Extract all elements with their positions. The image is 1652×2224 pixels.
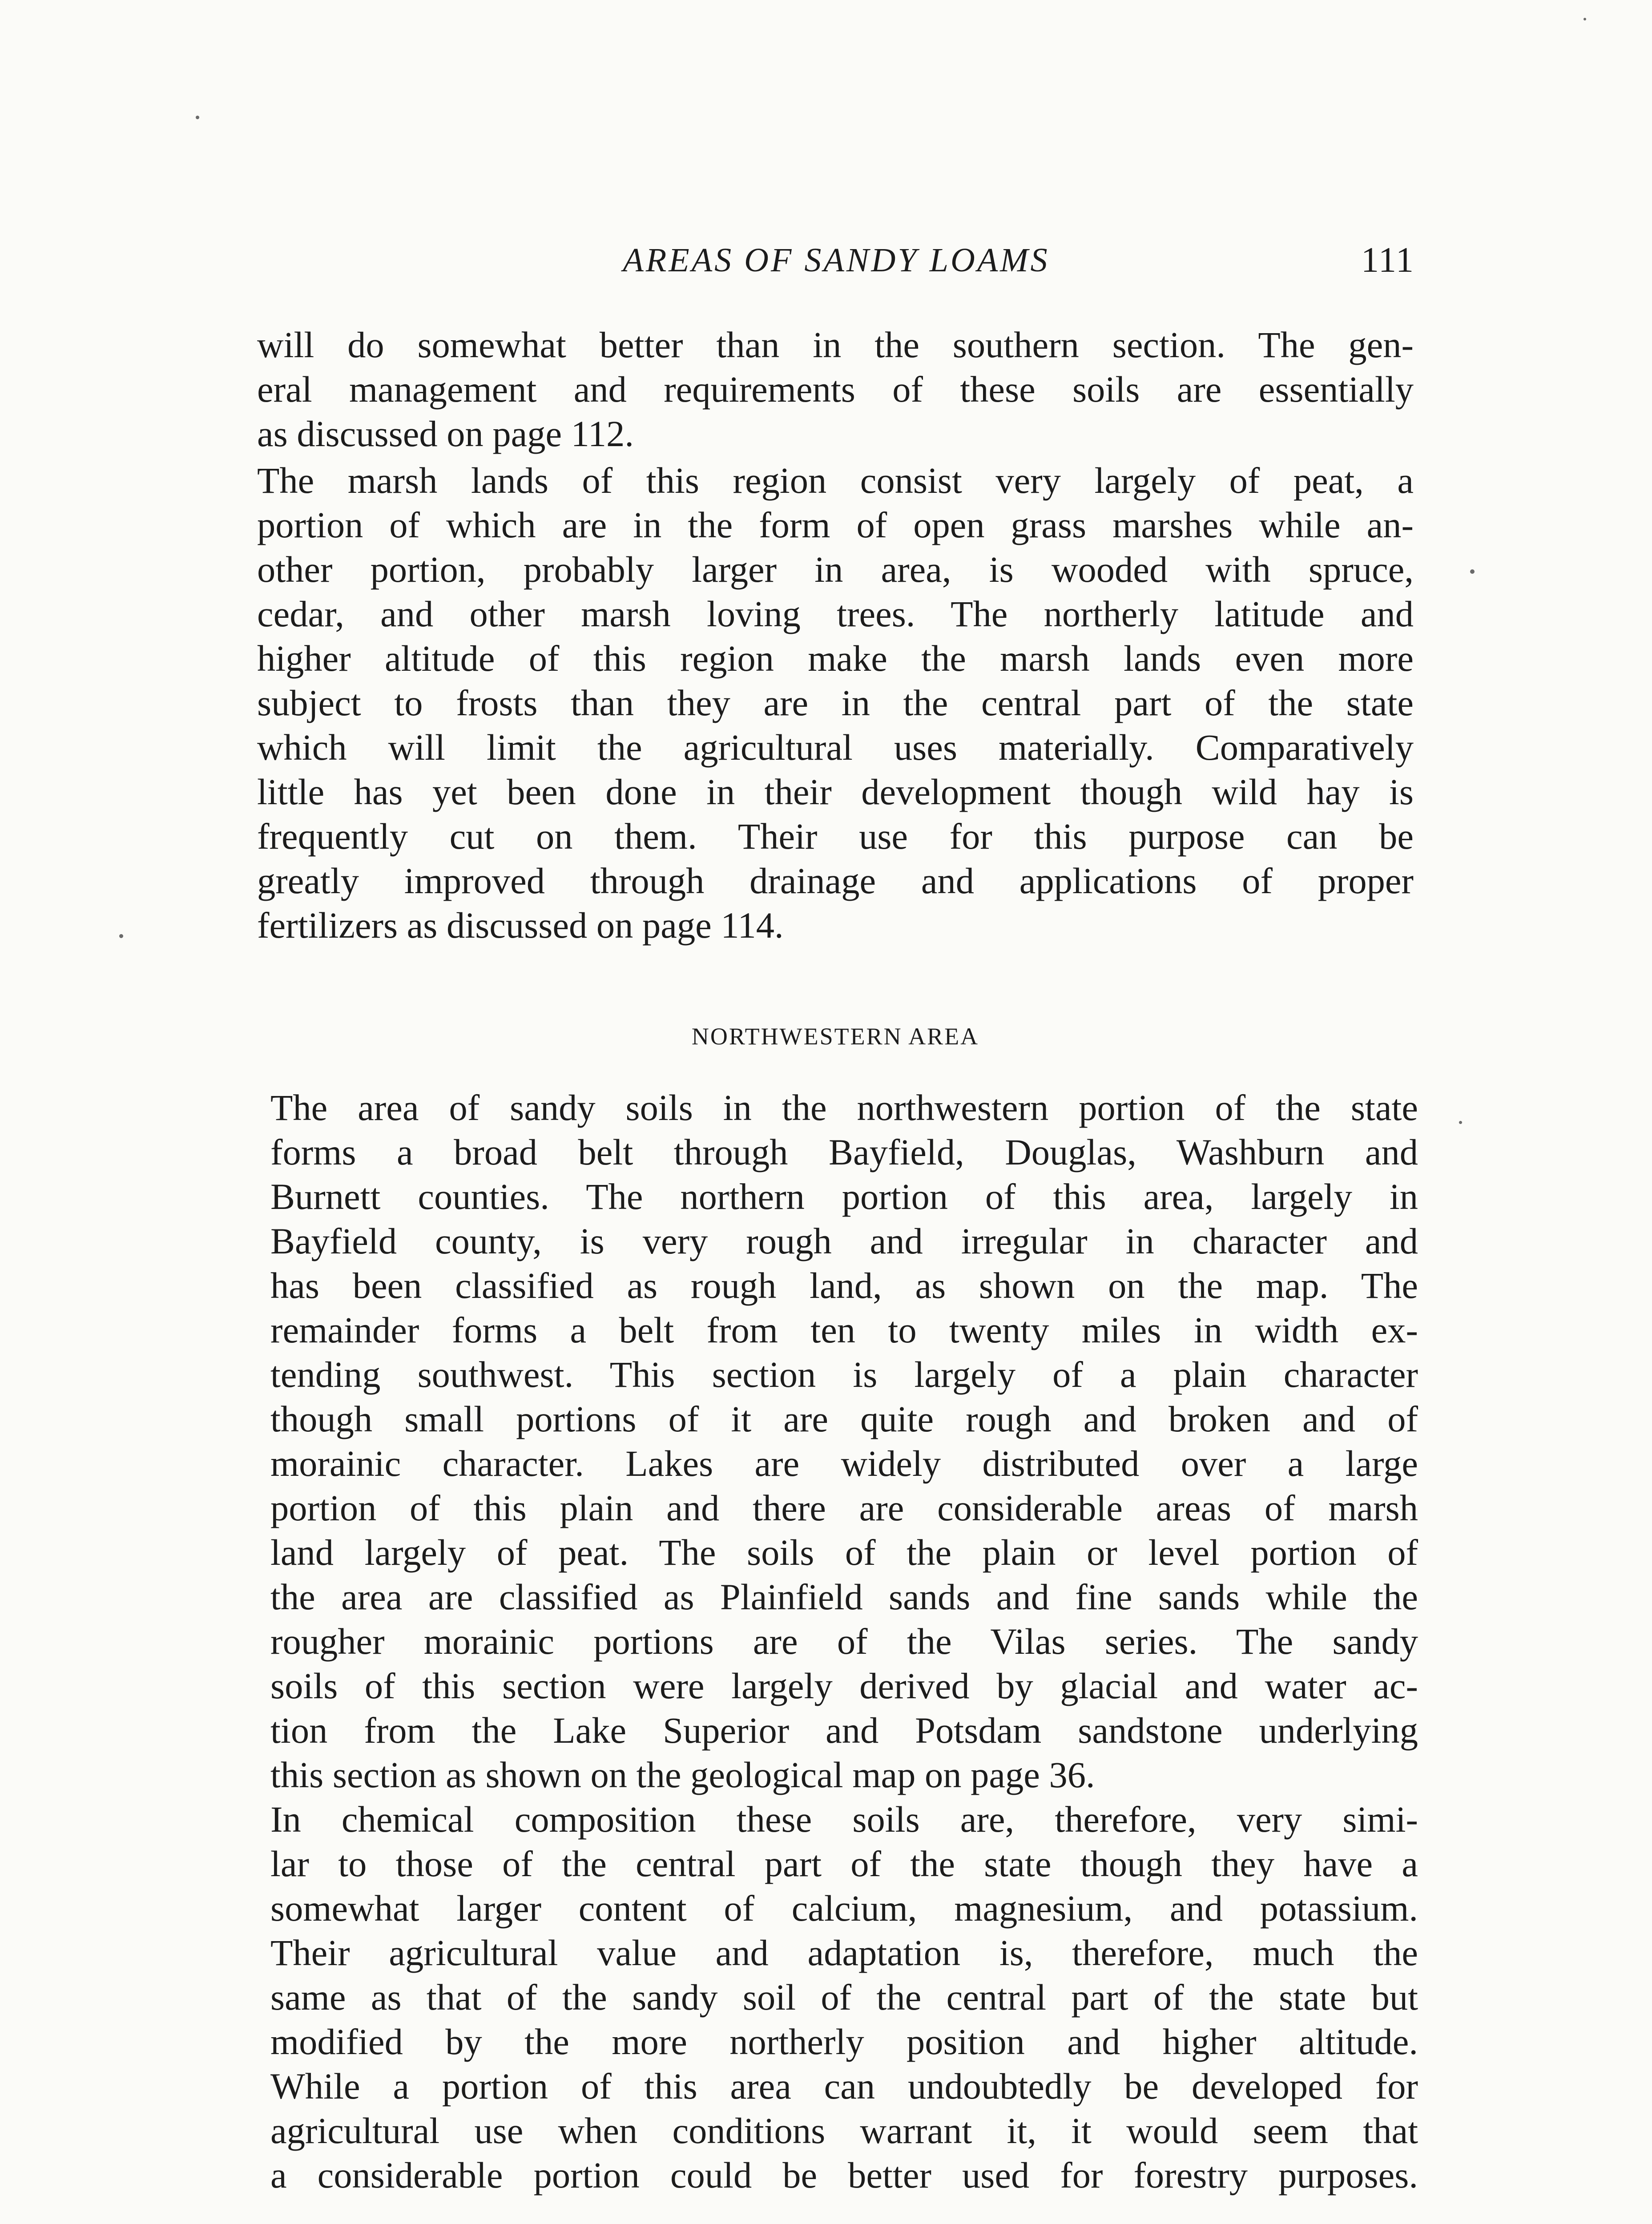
text-line: The marsh lands of this region consist very largely of peat, a — [257, 460, 1414, 501]
paragraph-4 — [270, 1797, 1418, 2197]
text-line: tending southwest. This section is largely of a plain character — [270, 1354, 1418, 1395]
text-line: lar to those of the central part of the state though they have a — [270, 1843, 1418, 1884]
paragraph-1 — [257, 322, 1414, 456]
text-line: frequently cut on them. Their use for this purpose can be — [257, 816, 1414, 857]
scan-speck — [196, 116, 199, 119]
text-line: greatly improved through drainage and applications of proper — [257, 860, 1414, 901]
page-number: 111 — [1361, 241, 1414, 280]
text-line: tion from the Lake Superior and Potsdam sandstone underlying — [270, 1710, 1418, 1751]
text-line: forms a broad belt through Bayfield, Douglas, Washburn and — [270, 1132, 1418, 1172]
running-head — [258, 236, 1414, 285]
paragraph-3 — [270, 1085, 1418, 1797]
text-line: has been classified as rough land, as shown on the map. The — [270, 1265, 1418, 1306]
text-line: Their agricultural value and adaptation is, therefore, much the — [270, 1932, 1418, 1973]
text-line: portion of this plain and there are considerable areas of marsh — [270, 1487, 1418, 1528]
text-line: a considerable portion could be better used for forestry purposes. — [270, 2155, 1418, 2196]
text-line: somewhat larger content of calcium, magnesium, and potassium. — [270, 1888, 1418, 1929]
scan-speck — [1584, 18, 1586, 20]
text-line: other portion, probably larger in area, is wooded with spruce, — [257, 549, 1414, 590]
text-line: fertilizers as discussed on page 114. — [257, 905, 784, 946]
text-line: little has yet been done in their development though wild hay is — [257, 771, 1414, 812]
text-line: agricultural use when conditions warrant it, it would seem that — [270, 2110, 1418, 2151]
text-line: the area are classified as Plainfield sands and fine sands while the — [270, 1576, 1418, 1617]
text-line: cedar, and other marsh loving trees. The northerly latitude and — [257, 593, 1414, 634]
text-line: Bayfield county, is very rough and irregular in character and — [270, 1221, 1418, 1261]
text-line: In chemical composition these soils are, therefore, very simi- — [270, 1799, 1418, 1840]
text-line: While a portion of this area can undoubtedly be developed for — [270, 2066, 1418, 2107]
text-line: remainder forms a belt from ten to twenty miles in width ex- — [270, 1309, 1418, 1350]
text-line: will do somewhat better than in the southern section. The gen- — [257, 324, 1414, 365]
section-heading: NORTHWESTERN AREA — [691, 1023, 979, 1050]
text-line: though small portions of it are quite rough and broken and of — [270, 1398, 1418, 1439]
running-title: AREAS OF SANDY LOAMS — [623, 242, 1050, 279]
text-line: this section as shown on the geological map on page 36. — [270, 1754, 1095, 1795]
text-line: higher altitude of this region make the marsh lands even more — [257, 638, 1414, 679]
text-line: Burnett counties. The northern portion of this area, largely in — [270, 1176, 1418, 1217]
text-line: as discussed on page 112. — [257, 413, 634, 454]
text-line: The area of sandy soils in the northwestern portion of the state — [270, 1087, 1418, 1128]
text-line: subject to frosts than they are in the central part of the state — [257, 682, 1414, 723]
scan-speck — [1459, 1121, 1462, 1124]
text-line: portion of which are in the form of open grass marshes while an- — [257, 504, 1414, 545]
text-line: rougher morainic portions are of the Vilas series. The sandy — [270, 1621, 1418, 1662]
paragraph-2 — [257, 458, 1414, 947]
text-line: land largely of peat. The soils of the plain or level portion of — [270, 1532, 1418, 1573]
text-line: soils of this section were largely derived by glacial and water ac- — [270, 1665, 1418, 1706]
text-line: which will limit the agricultural uses materially. Comparatively — [257, 727, 1414, 768]
text-line: modified by the more northerly position and higher altitude. — [270, 2021, 1418, 2062]
text-line: same as that of the sandy soil of the central part of the state but — [270, 1977, 1418, 2018]
text-line: eral management and requirements of these soils are essentially — [257, 369, 1414, 410]
scan-speck — [1470, 569, 1475, 574]
text-line: morainic character. Lakes are widely distributed over a large — [270, 1443, 1418, 1484]
scan-speck — [119, 934, 123, 938]
